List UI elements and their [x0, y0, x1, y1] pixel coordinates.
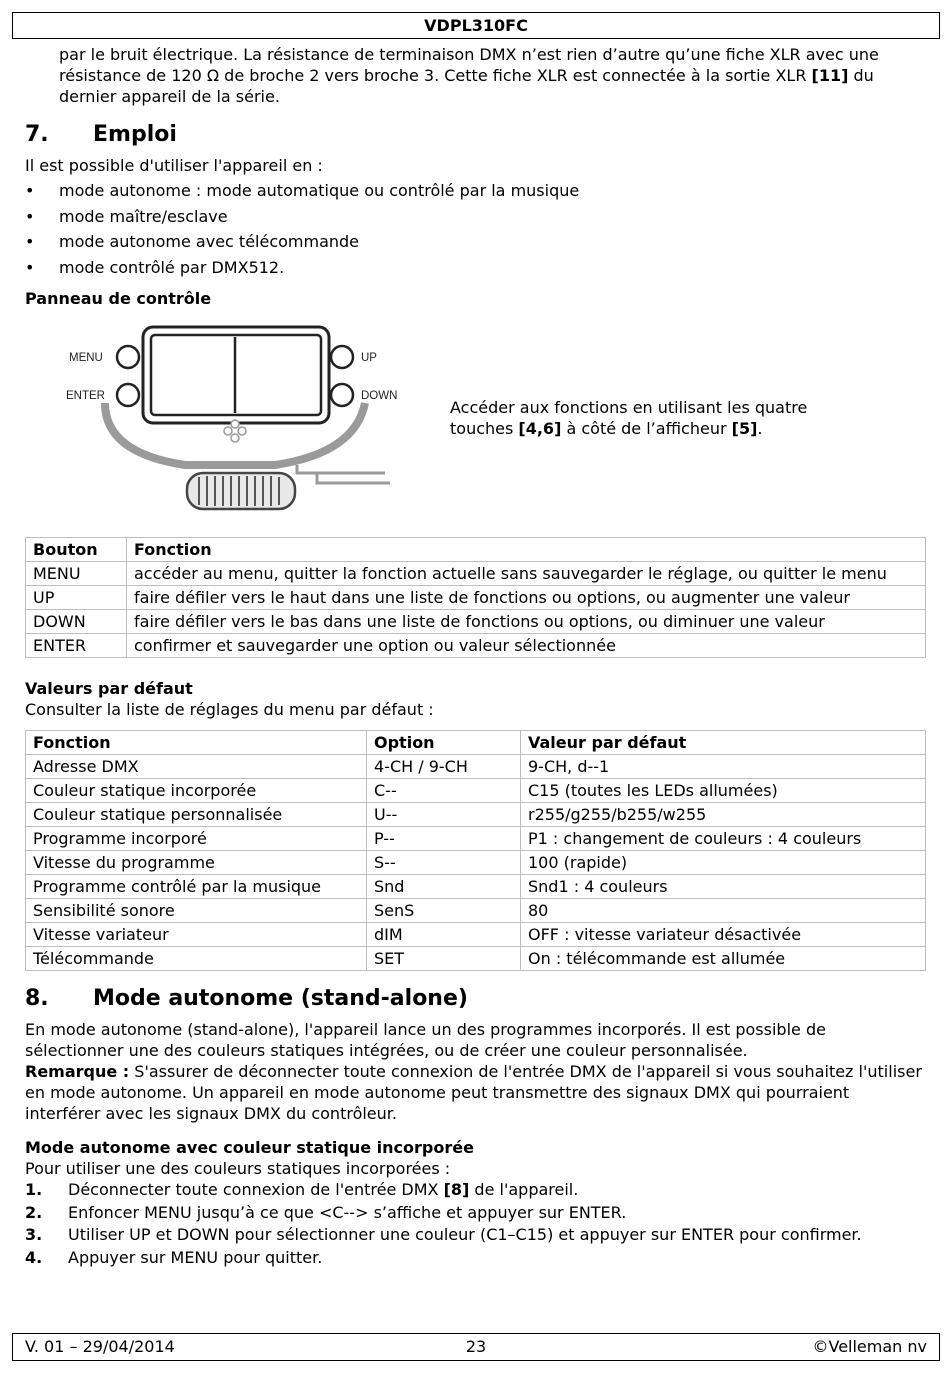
document-title: VDPL310FC [424, 16, 528, 35]
table-cell: P-- [367, 827, 521, 851]
footer-version: V. 01 – 29/04/2014 [25, 1337, 175, 1356]
table-header-cell: Valeur par défaut [521, 731, 926, 755]
table-cell: MENU [26, 562, 127, 586]
panel-text-2: à côté de l’afficheur [561, 419, 732, 438]
defaults-table [25, 730, 926, 971]
list-item [25, 1247, 925, 1270]
table-header-row [26, 538, 926, 562]
table-cell: Vitesse du programme [26, 851, 367, 875]
table-cell: confirmer et sauvegarder une option ou valeur sélectionnée [127, 634, 926, 658]
section-7-heading [25, 121, 925, 149]
table-row [26, 851, 926, 875]
step-text: Utiliser UP et DOWN pour sélectionner une couleur (C1–C15) et appuyer sur ENTER pour confirmer. [68, 1225, 862, 1244]
list-item: • mode maître/esclave [25, 206, 925, 232]
list-item: • mode contrôlé par DMX512. [25, 257, 925, 283]
step-number: 3. [25, 1225, 43, 1244]
table-cell: Programme incorporé [26, 827, 367, 851]
table-cell: 100 (rapide) [521, 851, 926, 875]
table-cell: SET [367, 947, 521, 971]
table-cell: DOWN [26, 610, 127, 634]
table-cell: U-- [367, 803, 521, 827]
defaults-heading: Valeurs par défaut [25, 679, 193, 698]
table-header-cell: Fonction [127, 538, 926, 562]
table-header-cell: Bouton [26, 538, 127, 562]
table-cell: S-- [367, 851, 521, 875]
table-cell: P1 : changement de couleurs : 4 couleurs [521, 827, 926, 851]
table-row [26, 562, 926, 586]
table-header-cell: Option [367, 731, 521, 755]
section-8-paragraph: En mode autonome (stand-alone), l'appareil lance un des programmes incorporés. Il est possible de sélectionner une des couleurs statiques intégrées, ou de créer une couleur personnalisée. [25, 1020, 826, 1060]
step-text: Déconnecter toute connexion de l'entrée DMX [68, 1180, 444, 1199]
step-number: 4. [25, 1247, 43, 1267]
buttons-table [25, 537, 926, 658]
adjustment-knob-icon [187, 473, 295, 509]
step-number: 1. [25, 1180, 43, 1199]
table-cell: Couleur statique personnalisée [26, 803, 367, 827]
table-row [26, 899, 926, 923]
up-label: UP [361, 352, 377, 364]
table-row [26, 634, 926, 658]
table-row [26, 755, 926, 779]
table-row [26, 803, 926, 827]
remark-text: S'assurer de déconnecter toute connexion de l'entrée DMX de l'appareil si vous souhaitez l'utiliser en mode autonome. Un appareil en mode autonome peut transmettre des signaux DMX qui pourraient interférer avec les signaux DMX du contrôleur. [25, 1062, 922, 1123]
panel-text-3: . [757, 419, 763, 438]
menu-label: MENU [69, 352, 103, 364]
intro-paragraph [25, 44, 925, 107]
control-panel-figure [25, 315, 925, 527]
section-7-number: 7. [25, 122, 49, 147]
step-text-end: de l'appareil. [469, 1180, 579, 1199]
list-item: • mode autonome : mode automatique ou contrôlé par la musique [25, 180, 925, 206]
static-color-lead: Pour utiliser une des couleurs statiques incorporées : [25, 1159, 451, 1178]
table-row [26, 827, 926, 851]
table-cell: SenS [367, 899, 521, 923]
table-cell: Programme contrôlé par la musique [26, 875, 367, 899]
table-cell: faire défiler vers le haut dans une liste de fonctions ou options, ou augmenter une valeur [127, 586, 926, 610]
enter-button-icon [117, 384, 139, 406]
table-row [26, 947, 926, 971]
footer-copyright: ©Velleman nv [812, 1337, 927, 1356]
table-cell: Sensibilité sonore [26, 899, 367, 923]
table-cell: Adresse DMX [26, 755, 367, 779]
page-content [25, 44, 925, 1269]
footer-page-number: 23 [465, 1337, 487, 1356]
table-cell: Snd [367, 875, 521, 899]
table-cell: dIM [367, 923, 521, 947]
down-button-icon [331, 384, 353, 406]
table-cell: Couleur statique incorporée [26, 779, 367, 803]
section-7-title: Emploi [93, 122, 177, 147]
table-cell: 80 [521, 899, 926, 923]
step-ref: [8] [443, 1180, 470, 1199]
static-color-heading: Mode autonome avec couleur statique incorporée [25, 1138, 474, 1157]
defaults-lead: Consulter la liste de réglages du menu par défaut : [25, 700, 434, 719]
table-row [26, 779, 926, 803]
table-row [26, 923, 926, 947]
table-row [26, 586, 926, 610]
step-text: Appuyer sur MENU pour quitter. [68, 1247, 323, 1267]
table-cell: ENTER [26, 634, 127, 658]
remark-paragraph [25, 1061, 925, 1124]
table-cell: Télécommande [26, 947, 367, 971]
panel-ref-2: [5] [731, 419, 758, 438]
intro-text-2: du dernier appareil de la série. [59, 66, 874, 106]
table-cell: UP [26, 586, 127, 610]
table-header-row [26, 731, 926, 755]
section-8-heading [25, 985, 925, 1013]
table-cell: faire défiler vers le bas dans une liste de fonctions ou options, ou diminuer une valeur [127, 610, 926, 634]
panel-ref-1: [4,6] [518, 419, 562, 438]
table-row [26, 875, 926, 899]
panel-heading: Panneau de contrôle [25, 289, 212, 308]
step-number: 2. [25, 1202, 43, 1222]
table-cell: C15 (toutes les LEDs allumées) [521, 779, 926, 803]
intro-text-1: par le bruit électrique. La résistance de terminaison DMX n’est rien d’autre qu’une fiche XLR avec une résistance de 120 Ω de broche 2 vers broche 3. Cette fiche XLR est connectée à la sortie XLR [59, 45, 879, 85]
steps-list [25, 1179, 925, 1269]
mode-list [25, 180, 925, 282]
table-cell: 4-CH / 9-CH [367, 755, 521, 779]
up-button-icon [331, 346, 353, 368]
table-header-cell: Fonction [26, 731, 367, 755]
panel-description [450, 397, 870, 439]
menu-button-icon [117, 346, 139, 368]
page-footer [12, 1333, 940, 1361]
section-8-number: 8. [25, 986, 49, 1011]
table-cell: accéder au menu, quitter la fonction actuelle sans sauvegarder le réglage, ou quitter le menu [127, 562, 926, 586]
list-item [25, 1224, 925, 1247]
page-header [12, 12, 940, 39]
down-label: DOWN [361, 390, 398, 402]
table-row [26, 610, 926, 634]
table-cell: C-- [367, 779, 521, 803]
table-cell: On : télécommande est allumée [521, 947, 926, 971]
table-cell: 9-CH, d--1 [521, 755, 926, 779]
control-panel-illustration [65, 315, 405, 527]
enter-label: ENTER [66, 390, 105, 402]
section-7-lead: Il est possible d'utiliser l'appareil en : [25, 156, 323, 175]
remark-label: Remarque : [25, 1062, 130, 1081]
panel-text-1: Accéder aux fonctions en utilisant les quatre touches [450, 398, 808, 438]
table-cell: Vitesse variateur [26, 923, 367, 947]
list-item [25, 1202, 925, 1225]
step-text: Enfoncer MENU jusqu’à ce que <C--> s’affiche et appuyer sur ENTER. [68, 1202, 627, 1222]
section-8-title: Mode autonome (stand-alone) [93, 986, 468, 1011]
intro-ref: [11] [811, 66, 849, 85]
table-cell: Snd1 : 4 couleurs [521, 875, 926, 899]
table-cell: OFF : vitesse variateur désactivée [521, 923, 926, 947]
list-item: • mode autonome avec télécommande [25, 231, 925, 257]
table-cell: r255/g255/b255/w255 [521, 803, 926, 827]
list-item [25, 1179, 925, 1202]
